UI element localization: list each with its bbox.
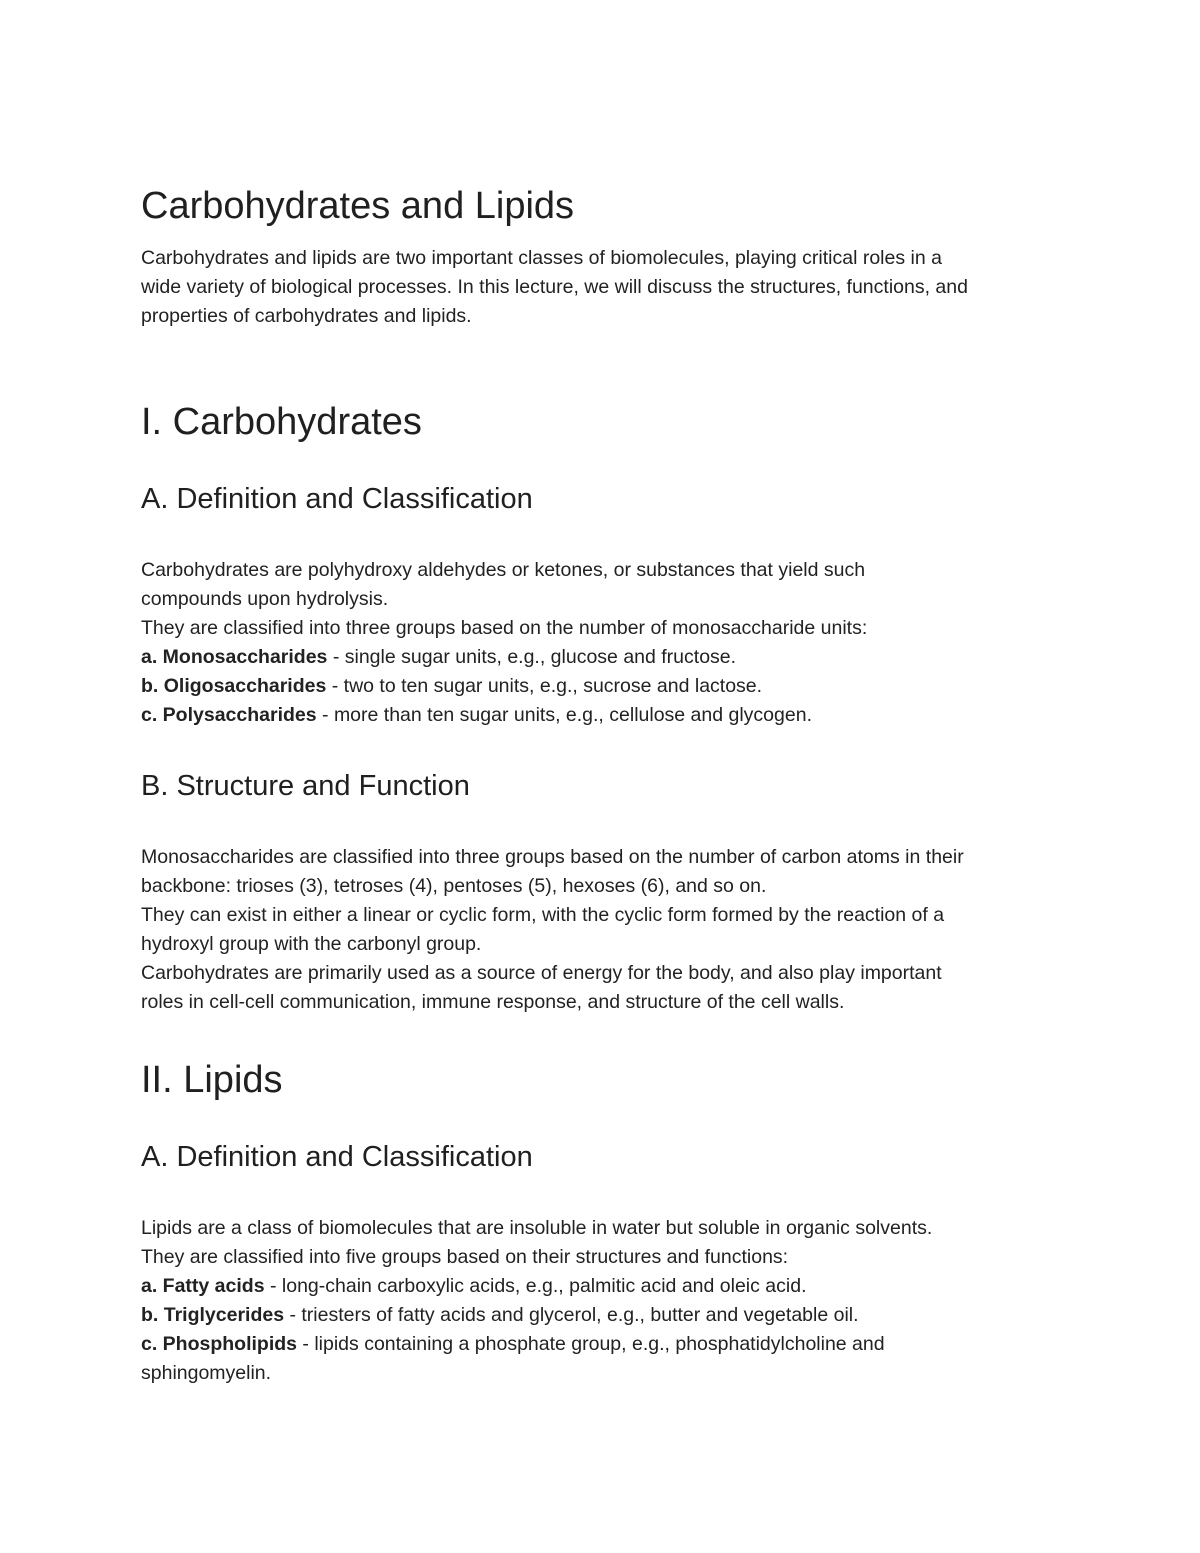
body-line: They are classified into three groups based on the number of monosaccharide units: bbox=[141, 617, 868, 639]
list-item-term: a. Fatty acids bbox=[141, 1275, 265, 1297]
list-item bbox=[141, 1301, 1071, 1330]
section-heading-carbohydrates: I. Carbohydrates bbox=[141, 401, 422, 443]
body-line: They can exist in either a linear or cyclic form, with the cyclic form formed by the reaction of a bbox=[141, 904, 945, 926]
list-item bbox=[141, 643, 1071, 672]
carb-structure-body bbox=[141, 843, 1071, 1017]
list-item-desc: - more than ten sugar units, e.g., cellulose and glycogen. bbox=[316, 704, 812, 726]
list-item bbox=[141, 1272, 1071, 1301]
intro-line: wide variety of biological processes. In this lecture, we will discuss the structures, functions, and bbox=[141, 276, 968, 298]
list-item-term: a. Monosaccharides bbox=[141, 646, 328, 668]
list-item-desc: - long-chain carboxylic acids, e.g., palmitic acid and oleic acid. bbox=[264, 1275, 807, 1297]
body-line: They are classified into five groups based on their structures and functions: bbox=[141, 1246, 789, 1268]
body-line: sphingomyelin. bbox=[141, 1362, 272, 1384]
body-line: hydroxyl group with the carbonyl group. bbox=[141, 933, 482, 955]
subsection-heading-carb-structure: B. Structure and Function bbox=[141, 770, 470, 802]
subsection-heading-lipid-definition: A. Definition and Classification bbox=[141, 1141, 533, 1173]
section-heading-lipids: II. Lipids bbox=[141, 1059, 283, 1101]
list-item-term: b. Oligosaccharides bbox=[141, 675, 327, 697]
list-item-term: b. Triglycerides bbox=[141, 1304, 285, 1326]
body-line: Lipids are a class of biomolecules that are insoluble in water but soluble in organic solvents. bbox=[141, 1217, 933, 1239]
list-item bbox=[141, 701, 1071, 730]
body-line: Carbohydrates are polyhydroxy aldehydes or ketones, or substances that yield such bbox=[141, 559, 866, 581]
body-line: Carbohydrates are primarily used as a source of energy for the body, and also play important bbox=[141, 962, 942, 984]
lipid-definition-body bbox=[141, 1214, 1071, 1388]
list-item-desc: - single sugar units, e.g., glucose and fructose. bbox=[327, 646, 737, 668]
list-item-desc: - triesters of fatty acids and glycerol, e.g., butter and vegetable oil. bbox=[284, 1304, 859, 1326]
list-item-desc: - lipids containing a phosphate group, e.g., phosphatidylcholine and bbox=[297, 1333, 885, 1355]
body-line: roles in cell-cell communication, immune response, and structure of the cell walls. bbox=[141, 991, 845, 1013]
list-item-desc: - two to ten sugar units, e.g., sucrose and lactose. bbox=[326, 675, 763, 697]
document-page bbox=[141, 184, 1071, 1388]
list-item-term: c. Phospholipids bbox=[141, 1333, 298, 1355]
body-line: compounds upon hydrolysis. bbox=[141, 588, 389, 610]
subsection-heading-carb-definition: A. Definition and Classification bbox=[141, 483, 533, 515]
list-item-term: c. Polysaccharides bbox=[141, 704, 317, 726]
intro-line: Carbohydrates and lipids are two important classes of biomolecules, playing critical roles in a bbox=[141, 247, 942, 269]
body-line: Monosaccharides are classified into three groups based on the number of carbon atoms in their bbox=[141, 846, 964, 868]
intro-paragraph bbox=[141, 244, 1071, 331]
list-item bbox=[141, 1330, 1071, 1359]
document-title: Carbohydrates and Lipids bbox=[141, 185, 575, 227]
list-item bbox=[141, 672, 1071, 701]
body-line: backbone: trioses (3), tetroses (4), pentoses (5), hexoses (6), and so on. bbox=[141, 875, 767, 897]
intro-line: properties of carbohydrates and lipids. bbox=[141, 305, 472, 327]
carb-definition-body bbox=[141, 556, 1071, 730]
